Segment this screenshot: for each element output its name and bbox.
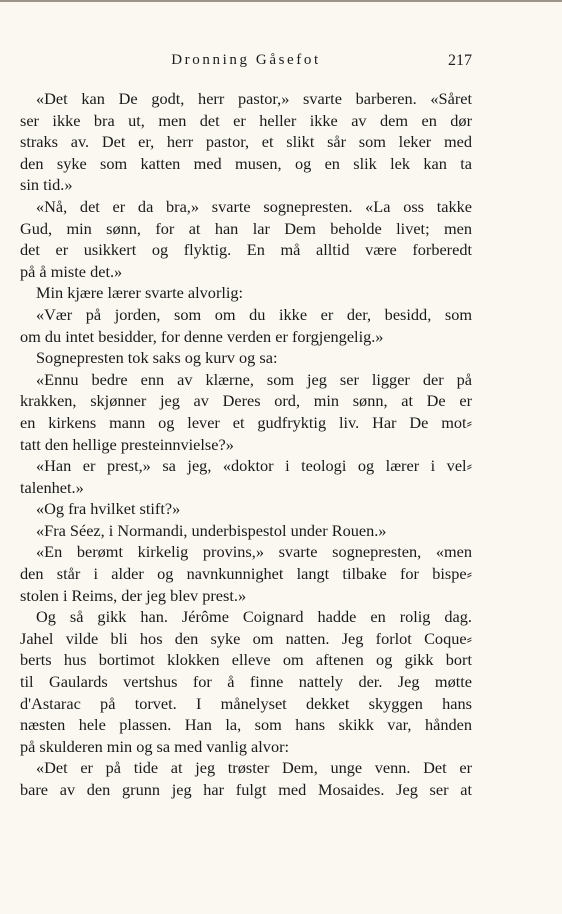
text-line: på skulderen min og sa med vanlig alvor: <box>20 736 290 756</box>
text-line: bare av den grunn jeg har fulgt med Mosaides. Jeg ser at <box>20 780 472 799</box>
page-number: 217 <box>448 52 472 69</box>
text-line: «Det er på tide at jeg trøster Dem, unge venn. Det er <box>36 758 472 778</box>
text-line: stolen i Reims, der jeg blev prest.» <box>20 585 247 605</box>
text-line: Og så gikk han. Jérôme Coignard hadde en rolig dag. <box>36 607 472 627</box>
text-line: «Det kan De godt, herr pastor,» svarte barberen. «Såret <box>36 89 472 108</box>
text-line: Min kjære lærer svarte alvorlig: <box>36 283 244 303</box>
text-line: tatt den hellige presteinnvielse?» <box>20 434 234 454</box>
text-line: «Fra Séez, i Normandi, underbispestol under Rouen.» <box>36 520 387 540</box>
text-line: Gud, min sønn, for at han lar Dem beholde livet; men <box>20 218 472 238</box>
text-line: til Gaulards vertshus for å finne nattely der. Jeg møtte <box>20 672 472 692</box>
text-line: ser ikke bra ut, men det er heller ikke av dem en dør <box>20 110 472 130</box>
text-line: berts hus bortimot klokken elleve om aftenen og gikk bort <box>20 650 472 670</box>
text-line: en kirkens mann og lever et gudfryktig liv. Har De mot⸗ <box>20 412 472 432</box>
body-text <box>20 88 472 801</box>
text-line: om du intet besidder, for denne verden er forgjengelig.» <box>20 326 384 346</box>
text-line: «Ennu bedre enn av klærne, som jeg ser ligger der på <box>36 369 472 389</box>
text-line: krakken, skjønner jeg av Deres ord, min sønn, at De er <box>20 391 472 411</box>
text-line: d'Astarac på torvet. I månelyset dekket skyggen hans <box>20 693 472 713</box>
text-line: sin tid.» <box>20 175 73 195</box>
text-line: det er usikkert og flyktig. En må alltid være forberedt <box>20 240 472 260</box>
text-line: «En berømt kirkelig provins,» svarte sognepresten, «men <box>36 542 472 562</box>
text-line: næsten hele plassen. Han la, som hans skikk var, hånden <box>20 715 472 735</box>
text-line: «Vær på jorden, som om du ikke er der, besidd, som <box>36 304 472 324</box>
text-line: straks av. Det er, herr pastor, et slikt sår som leker med <box>20 132 472 152</box>
running-title: Dronning Gåsefot <box>171 52 321 68</box>
text-line: talenhet.» <box>20 477 84 497</box>
text-line: den syke som katten med musen, og en slik lek kan ta <box>20 153 472 173</box>
text-line: Sognepresten tok saks og kurv og sa: <box>36 348 278 368</box>
text-line: den står i alder og navnkunnighet langt tilbake for bispe⸗ <box>20 564 472 584</box>
text-line: «Han er prest,» sa jeg, «doktor i teologi og lærer i vel⸗ <box>36 456 472 476</box>
text-line: Jahel vilde bli hos den syke om natten. Jeg forlot Coque⸗ <box>20 628 472 648</box>
text-line: «Nå, det er da bra,» svarte sognepresten. «La oss takke <box>36 196 472 216</box>
page-header <box>20 52 472 76</box>
text-line: «Og fra hvilket stift?» <box>36 499 181 519</box>
text-line: på å miste det.» <box>20 261 123 281</box>
